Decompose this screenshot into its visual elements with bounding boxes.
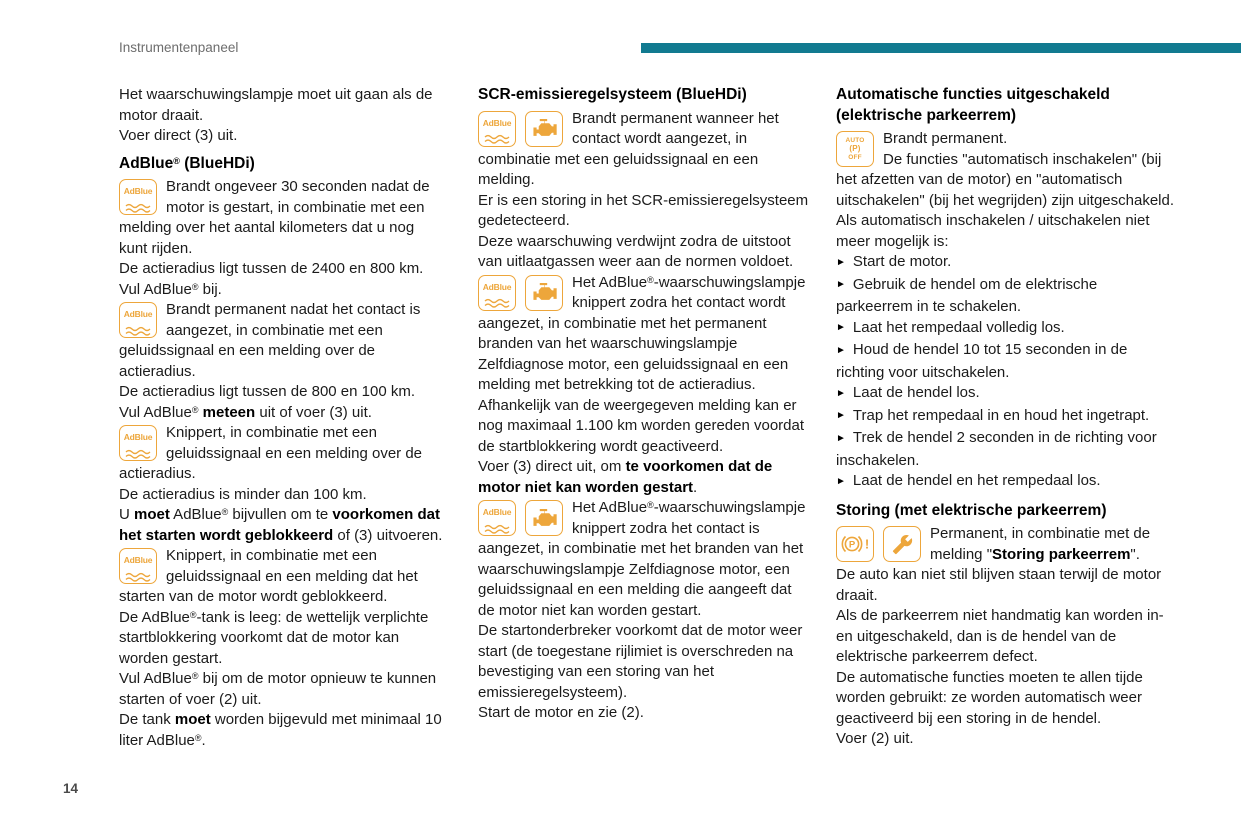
adblue-lamp-icon <box>478 275 516 311</box>
paragraph <box>478 191 811 232</box>
header-accent-bar <box>641 43 1241 53</box>
text-run: ® <box>191 404 199 415</box>
warning-lamp-paragraph <box>836 129 1174 211</box>
paragraph <box>119 608 445 670</box>
paragraph <box>478 621 811 703</box>
auto-park-off-text: (P) <box>849 144 861 154</box>
arrow-bullet-icon: ► <box>836 322 846 333</box>
text-run: Houd de hendel 10 tot 15 seconden in de richting voor uitschakelen. <box>836 341 1128 381</box>
parking-brake-fault-lamp-icon <box>836 526 874 562</box>
text-run: Trap het rempedaal in en houd het ingetrapt. <box>852 406 1150 424</box>
paragraph <box>836 668 1174 730</box>
text-run: Vul AdBlue <box>119 670 192 687</box>
warning-lamp-paragraph <box>478 109 811 191</box>
text-run: bij om de motor opnieuw te kunnen starten of voer (2) uit. <box>119 670 437 708</box>
engine-lamp-icon <box>525 500 563 536</box>
engine-lamp-icon <box>525 275 563 311</box>
text-run: Vul AdBlue <box>119 403 192 421</box>
text-run: Laat het rempedaal volledig los. <box>852 318 1065 336</box>
text-run: . <box>693 478 698 496</box>
paragraph <box>478 457 811 498</box>
emphasized-text: voorkomen dat het starten wordt geblokkeerd <box>119 506 440 544</box>
warning-lamp-paragraph <box>119 423 445 485</box>
paragraph <box>119 485 445 506</box>
text-run: Start de motor. <box>852 253 952 270</box>
warning-lamp-paragraph <box>119 300 445 382</box>
text-run: ® <box>647 274 654 285</box>
paragraph <box>478 232 811 273</box>
paragraph <box>119 669 445 710</box>
paragraph <box>119 300 445 382</box>
text-run: Het AdBlue <box>572 273 648 291</box>
column-1 <box>119 85 445 751</box>
text-run: ® <box>173 155 180 166</box>
paragraph <box>478 703 811 724</box>
text-run: De AdBlue <box>119 608 190 626</box>
warning-lamp-paragraph <box>119 177 445 259</box>
instruction-list-item <box>836 275 1174 318</box>
text-run: ® <box>189 609 197 620</box>
instruction-list-item <box>836 471 1174 494</box>
paragraph <box>478 396 811 458</box>
column-3 <box>836 85 1174 750</box>
warning-lamp-paragraph <box>836 524 1174 565</box>
adblue-label: AdBlue <box>123 186 153 197</box>
paragraph <box>836 211 1174 252</box>
paragraph <box>119 85 445 126</box>
text-run: Laat de hendel los. <box>852 384 980 401</box>
paragraph <box>836 129 1174 150</box>
section-heading <box>478 85 811 106</box>
text-run: U <box>119 506 134 523</box>
auto-park-off-lamp-icon <box>836 131 874 167</box>
instruction-list-item <box>836 428 1174 471</box>
paragraph <box>119 280 445 301</box>
text-run: Knippert, in combinatie met een geluidssignaal en een melding over de actieradius. <box>119 424 423 482</box>
text-run: Afhankelijk van de weergegeven melding kan er nog maximaal 1.100 km worden gereden voordat de startblokkering wordt geactiveerd. <box>478 396 805 455</box>
paragraph <box>119 382 445 403</box>
paragraph <box>119 423 445 485</box>
text-run: Deze waarschuwing verdwijnt zodra de uitstoot van uitlaatgassen weer aan de normen voldoet. <box>478 232 794 270</box>
adblue-lamp-icon <box>119 425 157 461</box>
auto-park-off-text: OFF <box>848 153 862 161</box>
warning-lamp-paragraph <box>478 273 811 396</box>
text-run: De actieradius ligt tussen de 2400 en 800 km. <box>119 260 424 277</box>
text-run: De actieradius is minder dan 100 km. <box>119 485 367 503</box>
adblue-label: AdBlue <box>482 281 512 292</box>
text-run: De actieradius ligt tussen de 800 en 100 km. <box>119 383 416 400</box>
adblue-label: AdBlue <box>482 507 512 518</box>
warning-lamp-paragraph <box>119 546 445 608</box>
text-run: AdBlue <box>119 154 174 172</box>
arrow-bullet-icon: ► <box>836 279 846 290</box>
text-run: Brandt permanent. <box>883 130 1008 147</box>
text-run: Vul AdBlue <box>119 280 192 298</box>
instruction-list-item <box>836 252 1174 275</box>
text-run: Trek de hendel 2 seconden in de richting voor inschakelen. <box>836 429 1157 469</box>
text-run: ® <box>221 507 229 517</box>
paragraph <box>836 150 1174 212</box>
adblue-lamp-icon <box>119 179 157 215</box>
paragraph <box>836 606 1174 668</box>
text-run: AdBlue <box>169 506 222 523</box>
emphasized-text: moet <box>174 711 211 728</box>
paragraph <box>119 259 445 280</box>
text-run: De automatische functies moeten te allen tijde worden gebruikt: ze worden automatisch weer geactiveerd bij een storing in de hendel. <box>836 668 1143 727</box>
instruction-list-item <box>836 340 1174 383</box>
adblue-label: AdBlue <box>123 555 153 566</box>
adblue-lamp-icon <box>478 500 516 536</box>
text-run: of (3) uitvoeren. <box>333 526 443 544</box>
arrow-bullet-icon: ► <box>836 410 846 421</box>
section-heading <box>836 85 1174 126</box>
text-run: worden bijgevuld met minimaal 10 liter AdBlue <box>119 711 442 749</box>
text-run: Automatische functies uitgeschakeld (elektrische parkeerrem) <box>836 86 1110 124</box>
text-run: -waarschuwingslampje knippert zodra het contact wordt aangezet, in combinatie met het permanent branden van het waarschuwingslampje Zelfdiagnose motor, een geluidssignaal en een melding met betrekking tot de actieradius. <box>478 273 806 393</box>
text-run: Voer direct (3) uit. <box>119 127 238 144</box>
text-run: Knippert, in combinatie met een geluidssignaal en een melding dat het starten van de motor wordt geblokkeerd. <box>119 547 418 605</box>
adblue-lamp-icon <box>478 111 516 147</box>
text-run: De functies "automatisch inschakelen" (bij het afzetten van de motor) en "automatisch uitschakelen" (bij het wegrijden) zijn uitgeschakeld. <box>836 150 1175 209</box>
text-run: -waarschuwingslampje knippert zodra het contact is aangezet, in combinatie met het branden van het waarschuwingslampje Zelfdiagnose motor, een geluidssignaal en een melding die aangeeft dat de motor niet kan worden gestart. <box>478 499 806 619</box>
warning-lamp-paragraph <box>478 498 811 621</box>
text-run: Storing (met elektrische parkeerrem) <box>836 501 1107 519</box>
text-run: Voer (3) direct uit, om <box>478 458 626 475</box>
paragraph <box>836 565 1174 606</box>
text-run: Brandt permanent nadat het contact is aangezet, in combinatie met een geluidssignaal en een melding over de actieradius. <box>119 301 421 380</box>
paragraph <box>119 710 445 751</box>
paragraph <box>119 126 445 147</box>
adblue-label: AdBlue <box>123 309 153 320</box>
adblue-label: AdBlue <box>123 432 153 443</box>
text-run: ". <box>1130 545 1140 563</box>
adblue-label: AdBlue <box>482 117 512 128</box>
arrow-bullet-icon: ► <box>836 256 846 268</box>
svg-text:!: ! <box>864 536 870 552</box>
text-run: Het AdBlue <box>572 499 648 516</box>
text-run: Brandt ongeveer 30 seconden nadat de motor is gestart, in combinatie met een melding over het aantal kilometers dat u nog kunt rijden. <box>119 178 430 257</box>
svg-text:P: P <box>848 539 856 551</box>
text-run: ® <box>191 671 199 681</box>
arrow-bullet-icon: ► <box>836 344 846 356</box>
text-run: bij. <box>198 280 222 298</box>
text-run: Als de parkeerrem niet handmatig kan worden in- en uitgeschakeld, dan is de hendel van de elektrische parkeerrem defect. <box>836 607 1164 665</box>
arrow-bullet-icon: ► <box>836 475 846 487</box>
paragraph <box>119 403 445 424</box>
paragraph <box>119 177 445 259</box>
page-header: Instrumentenpaneel <box>119 40 239 55</box>
section-heading <box>119 154 445 175</box>
section-heading <box>836 501 1174 522</box>
text-run: Laat de hendel en het rempedaal los. <box>852 472 1101 489</box>
engine-lamp-icon <box>525 111 563 147</box>
text-run: . <box>201 731 206 749</box>
adblue-lamp-icon <box>119 548 157 584</box>
text-run: Gebruik de hendel om de elektrische parkeerrem in te schakelen. <box>836 275 1098 315</box>
column-2 <box>478 85 811 724</box>
text-run: Het waarschuwingslampje moet uit gaan als de motor draait. <box>119 86 433 124</box>
text-run: De startonderbreker voorkomt dat de motor weer start (de toegestane rijlimiet is overschreden na bevestiging van een storing van het emissieregelsysteem). <box>478 622 803 701</box>
text-run: Voer (2) uit. <box>836 730 914 747</box>
adblue-lamp-icon <box>119 302 157 338</box>
text-run: (BlueHDi) <box>179 154 255 172</box>
text-run: Brandt permanent wanneer het contact wordt aangezet, in combinatie met een geluidssignaal en een melding. <box>478 109 779 188</box>
arrow-bullet-icon: ► <box>836 432 846 444</box>
page-number: 14 <box>63 781 79 796</box>
emphasized-text: Storing parkeerrem <box>992 545 1131 563</box>
text-run: -tank is leeg: de wettelijk verplichte startblokkering voorkomt dat de motor kan worden gestart. <box>119 608 429 667</box>
text-run: Als automatisch inschakelen / uitschakelen niet meer mogelijk is: <box>836 212 1150 250</box>
instruction-list-item <box>836 318 1174 341</box>
text-run: Er is een storing in het SCR-emissieregelsysteem gedetecteerd. <box>478 191 809 229</box>
text-run: De auto kan niet stil blijven staan terwijl de motor draait. <box>836 566 1162 604</box>
emphasized-text: te voorkomen dat de motor niet kan worden gestart <box>478 458 773 496</box>
paragraph <box>119 505 445 546</box>
emphasized-text: meteen <box>202 403 256 421</box>
instruction-list-item <box>836 406 1174 429</box>
text-run: uit of voer (3) uit. <box>255 403 372 421</box>
instruction-list-item <box>836 383 1174 406</box>
paragraph <box>119 546 445 608</box>
text-run: bijvullen om te <box>228 506 333 523</box>
text-run: SCR-emissieregelsysteem (BlueHDi) <box>478 86 747 103</box>
emphasized-text: moet <box>134 506 170 523</box>
paragraph <box>836 729 1174 750</box>
text-run: Start de motor en zie (2). <box>478 704 644 721</box>
arrow-bullet-icon: ► <box>836 387 846 399</box>
auto-park-off-text: AUTO <box>845 136 865 144</box>
text-run: De tank <box>119 711 175 728</box>
text-run: Permanent, in combinatie met de melding " <box>930 525 1151 563</box>
wrench-lamp-icon <box>883 526 921 562</box>
text-run: ® <box>647 500 654 510</box>
text-run: ® <box>194 732 202 743</box>
text-run: ® <box>191 281 199 292</box>
